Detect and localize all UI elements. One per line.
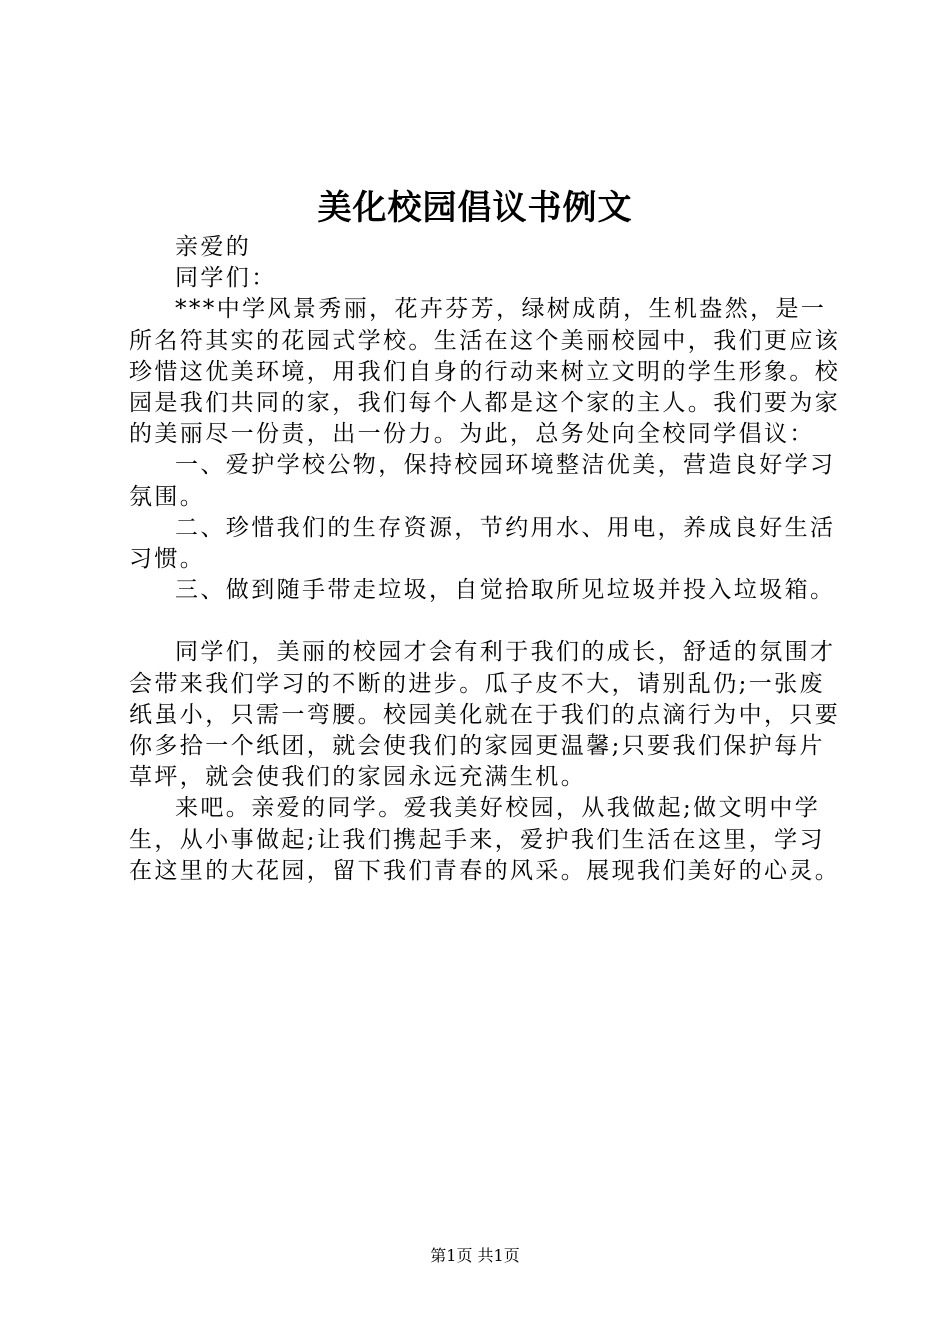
closing-paragraph: 来吧。亲爱的同学。爱我美好校园，从我做起;做文明中学生，从小事做起;让我们携起手来，爱护我们生活在这里，学习在这里的大花园，留下我们青春的风采。展现我们美好的心灵。 [129, 795, 841, 884]
document-body [129, 232, 841, 887]
page-number-footer: 第1页 共1页 [430, 1246, 520, 1265]
document-title: 美化校园倡议书例文 [317, 188, 633, 228]
salutation-line-2: 同学们： [175, 265, 277, 292]
proposal-item-3: 三、做到随手带走垃圾，自觉拾取所见垃圾并投入垃圾箱。 [175, 577, 836, 604]
appeal-paragraph: 同学们，美丽的校园才会有利于我们的成长，舒适的氛围才会带来我们学习的不断的进步。瓜子皮不大，请别乱仍;一张废纸虽小，只需一弯腰。校园美化就在于我们的点滴行为中，只要你多拾一个纸团，就会使我们的家园更温馨;只要我们保护每片草坪，就会使我们的家园永远充满生机。 [129, 639, 841, 791]
proposal-item-1: 一、爱护学校公物，保持校园环境整洁优美，营造良好学习氛围。 [129, 452, 836, 510]
proposal-item-2: 二、珍惜我们的生存资源，节约用水、用电，养成良好生活习惯。 [129, 514, 836, 573]
intro-paragraph: ***中学风景秀丽，花卉芬芳，绿树成荫，生机盎然，是一所名符其实的花园式学校。生活在这个美丽校园中，我们更应该珍惜这优美环境，用我们自身的行动来树立文明的学生形象。校园是我们共同的家，我们每个人都是这个家的主人。我们要为家的美丽尽一份责，出一份力。为此，总务处向全校同学倡议： [129, 296, 841, 448]
salutation-line-1: 亲爱的 [175, 234, 252, 260]
